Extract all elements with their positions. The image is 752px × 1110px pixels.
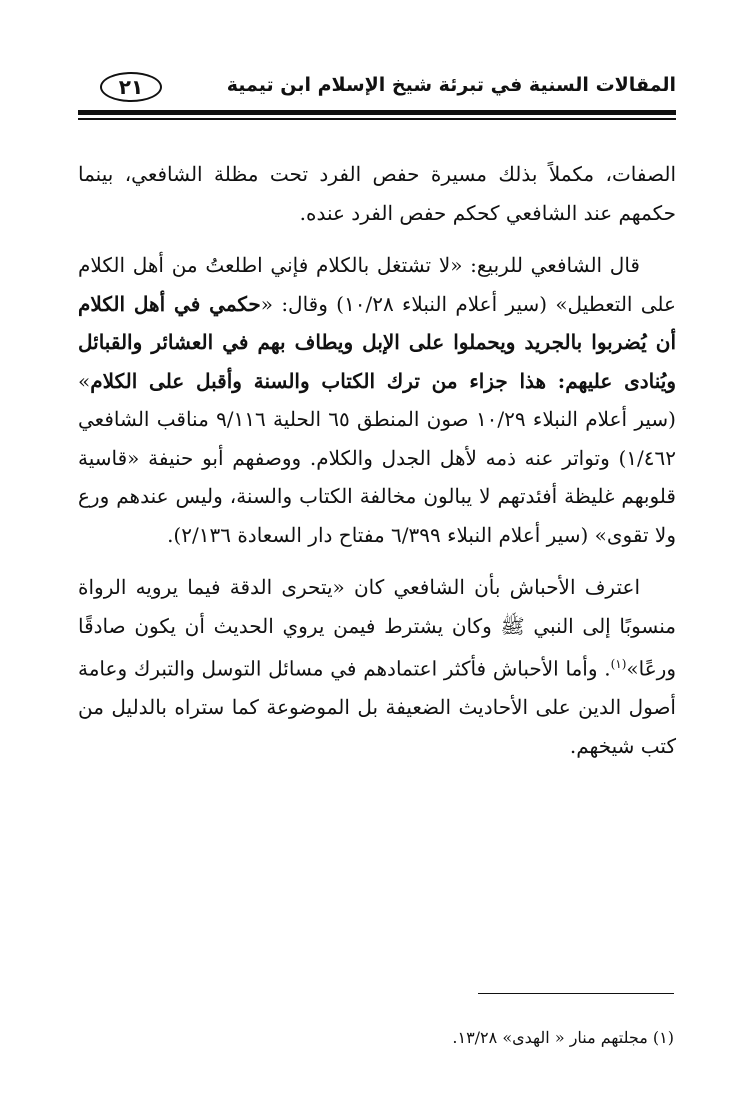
footnote-divider (478, 993, 674, 994)
header-rule-thick (78, 110, 676, 115)
paragraph-1: الصفات، مكملاً بذلك مسيرة حفص الفرد تحت مظلة الشافعي، بينما حكمهم عند الشافعي كحكم حفص الفرد عنده. (78, 162, 676, 225)
footnote: (١) مجلتهم منار « الهدى» ١٣/٢٨. (452, 1028, 674, 1047)
paragraph-3-part-a: اعترف الأحباش بأن الشافعي كان «يتحرى الدقة فيما يرويه الرواة منسوبًا إلى النبي ﷺ وكان يشترط فيمن يروي الحديث أن يكون صادقًا ورعًا» (78, 575, 676, 681)
page-header (78, 72, 676, 106)
running-title: المقالات السنية في تبرئة شيخ الإسلام ابن تيمية (226, 74, 676, 96)
paragraph-3 (78, 568, 676, 765)
bold-quote: حكمي في أهل الكلام أن يُضربوا بالجريد ويحملوا على الإبل ويطاف بهم في العشائر والقبائل ويُنادى عليهم: هذا جزاء من ترك الكتاب والسنة وأقبل على الكلام (78, 291, 676, 393)
footnote-reference: (١) (610, 657, 627, 671)
main-text (78, 155, 676, 779)
paragraph-2 (78, 246, 676, 554)
page-number-badge: ٢١ (100, 72, 162, 102)
paragraph-3-part-b: . وأما الأحباش فأكثر اعتمادهم في مسائل التوسل والتبرك وعامة أصول الدين على الأحاديث الضعيفة بل الموضوعة كما ستراه بالدليل من كتب شيخهم. (78, 656, 676, 758)
paragraph-2-part-c: » (سير أعلام النبلاء ١٠/٢٩ صون المنطق ٦٥ الحلية ٩/١١٦ مناقب الشافعي ١/٤٦٢) وتواتر عنه ذمه لأهل الجدل والكلام. ووصفهم أبو حنيفة «قاسية قلوبهم غليظة أفئدتهم لا يبالون مخالفة الكتاب والسنة، وليس عندهم ورع ولا تقوى» (سير أعلام النبلاء ٦/٣٩٩ مفتاح دار السعادة ٢/١٣٦). (78, 368, 676, 547)
header-rule-thin (78, 118, 676, 120)
paragraph-2-part-a: قال الشافعي للربيع: «لا تشتغل بالكلام فإني اطلعتُ من أهل الكلام على التعطيل» (سير أعلام النبلاء ١٠/٢٨) وقال: « (78, 253, 676, 316)
